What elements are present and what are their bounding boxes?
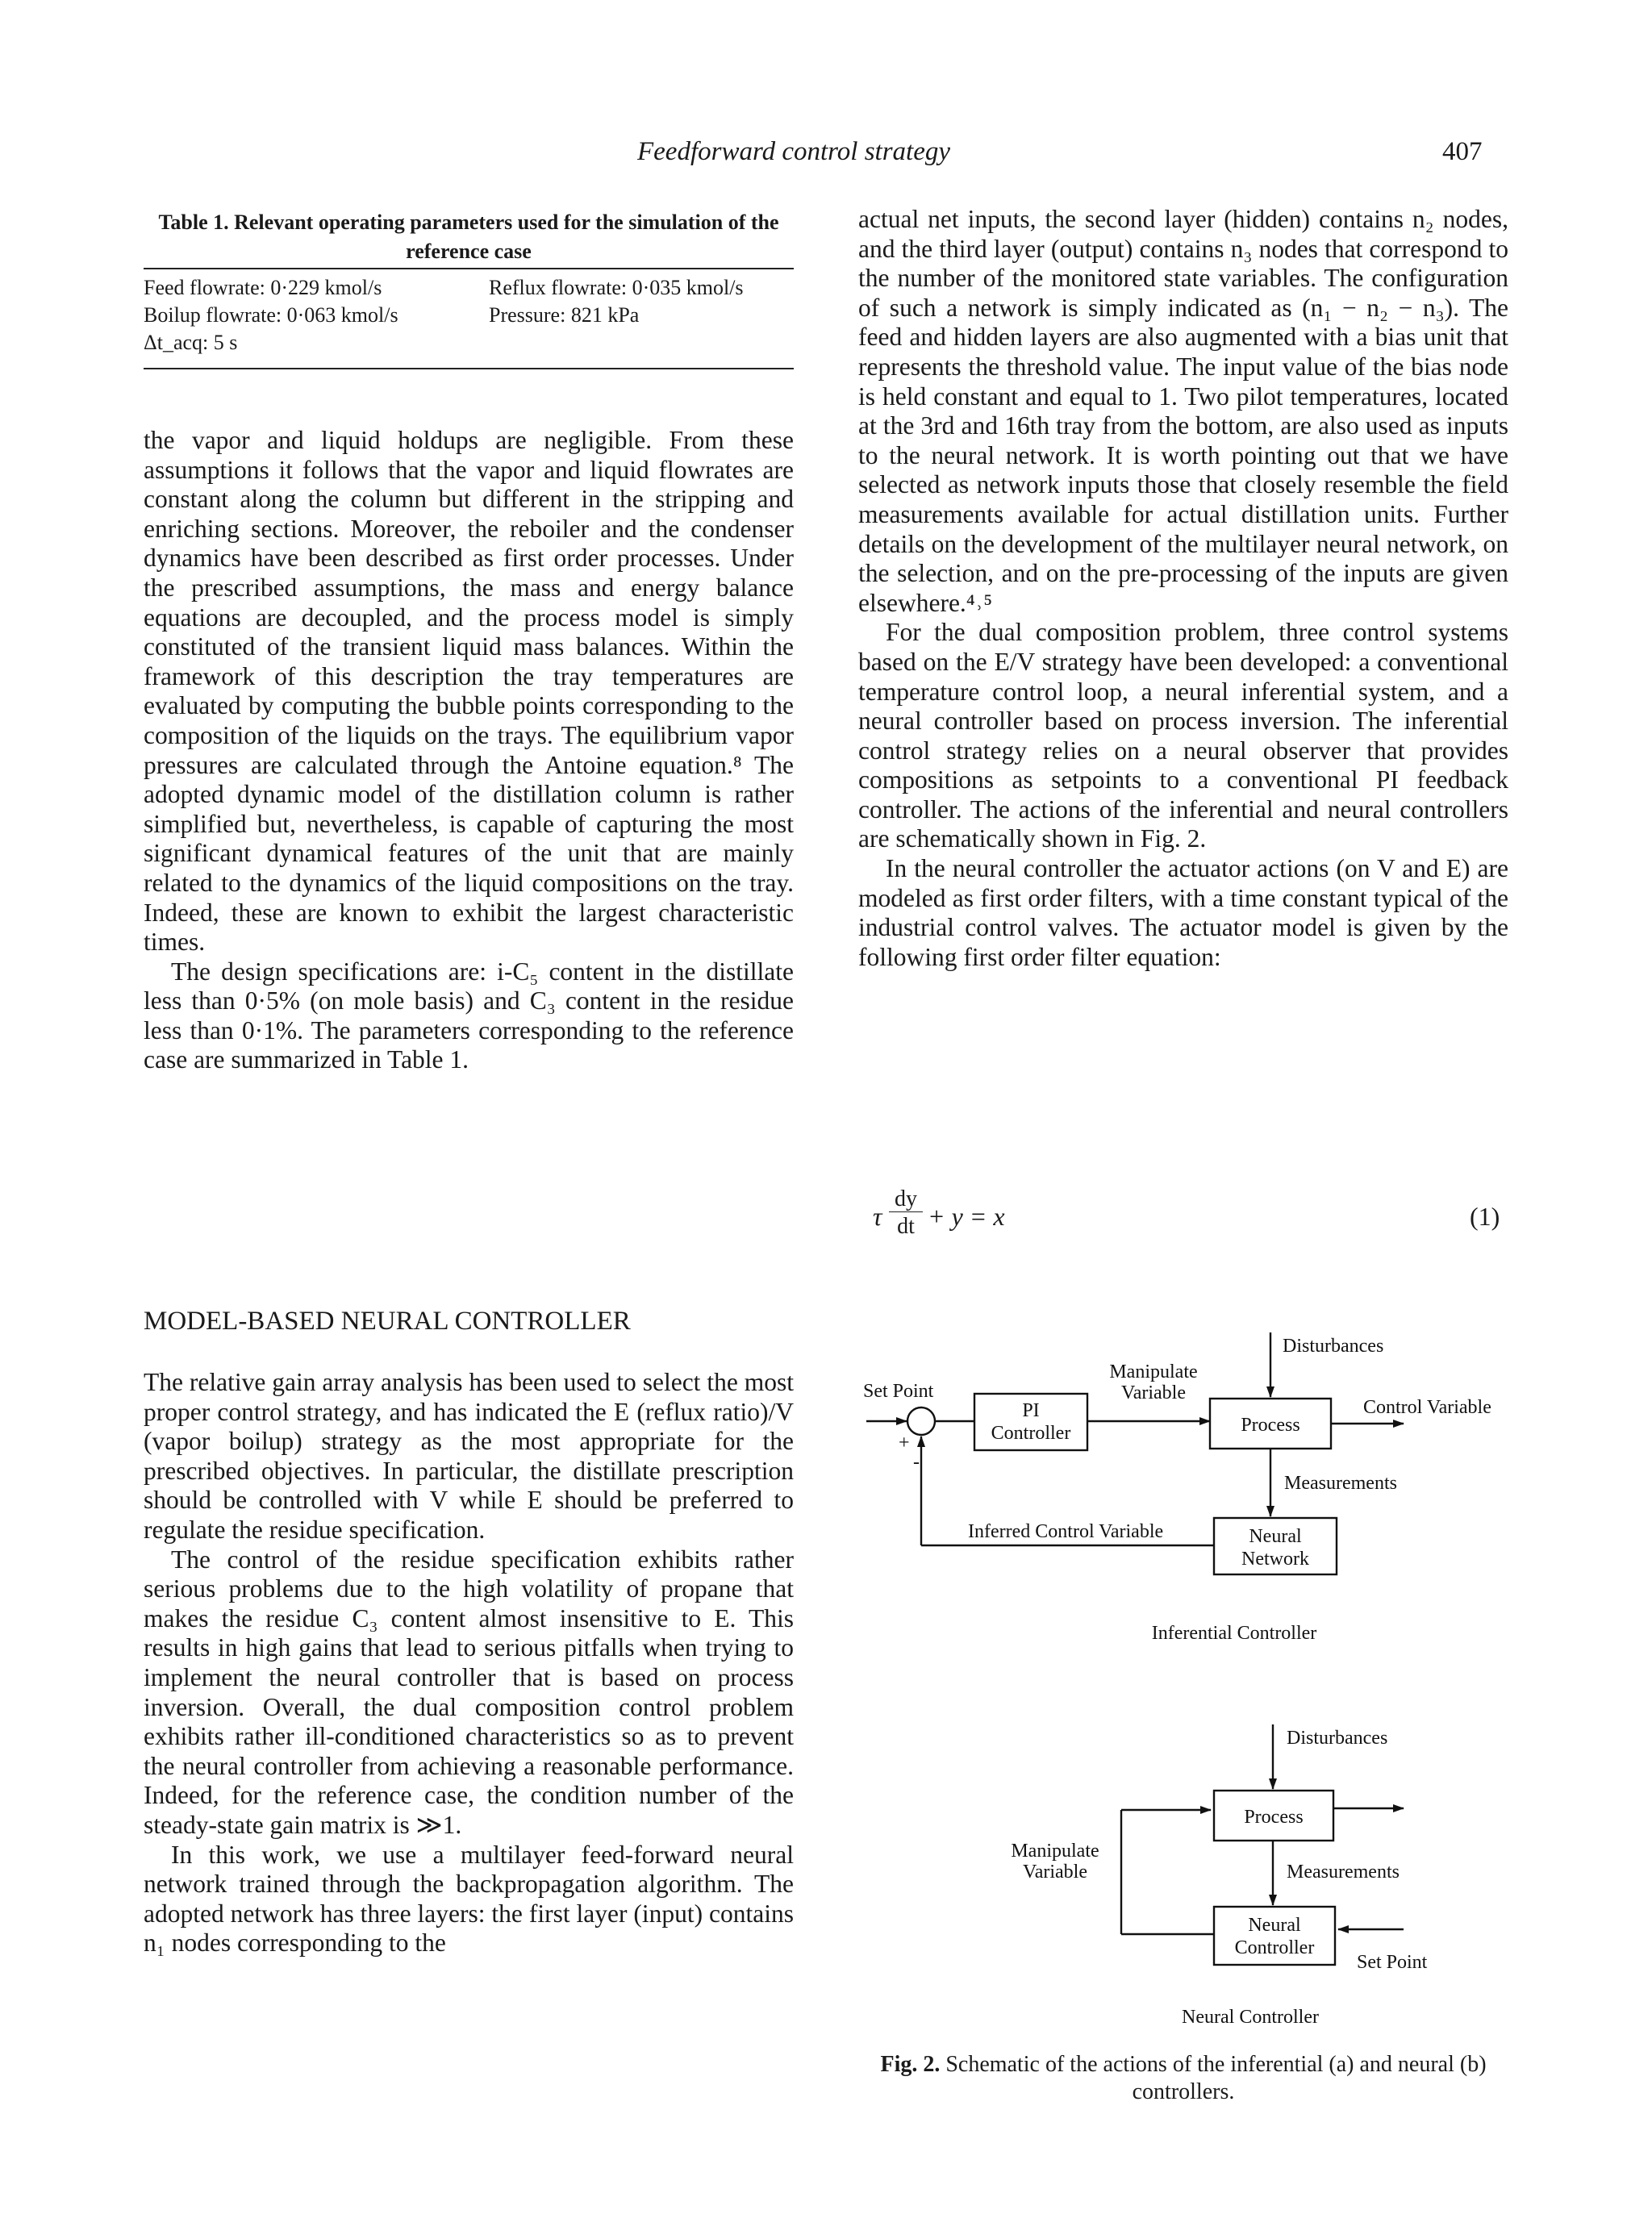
running-title: Feedforward control strategy <box>637 137 951 166</box>
table-cell: Δt_acq: 5 s <box>144 331 238 354</box>
equation-denominator: dt <box>897 1214 915 1239</box>
neural-network-label-2: Network <box>1241 1549 1309 1570</box>
paragraph: The design specifications are: i-C₅ content in the distillate less than 0·5% (on mole basis) and C₃ content in the residue less than 0·1%. The parameters corresponding to the reference case are summarized in Table 1. <box>144 957 794 1074</box>
measurements-label-b: Measurements <box>1287 1862 1400 1883</box>
paragraph: the vapor and liquid holdups are negligible. From these assumptions it follows that the vapor and liquid flowrates are constant along the column but different in the stripping and enriching sections. Moreover, the reboiler and the condenser dynamics have been described as first order processes. Under the prescribed assumptions, the mass and energy balance equations are decoupled, and the process model is simply constituted of the transient liquid mass balances. Within the framework of this description the tray temperatures are evaluated by computing the bubble points corresponding to the composition of the liquids on the trays. The equilibrium vapor pressures are calculated through the Antoine equation.⁸ The adopted dynamic model of the distillation column is rather simplified but, nevertheless, is capable of capturing the most significant dynamical features of the unit that are mainly related to the dynamics of the liquid compositions on the tray. Indeed, these are known to exhibit the largest characteristic times. <box>144 426 794 957</box>
pi-controller-label-2: Controller <box>991 1423 1071 1444</box>
figure-caption-label: Fig. 2. <box>880 2052 941 2077</box>
left-column-upper <box>144 426 794 1075</box>
table-cell: Boilup flowrate: 0·063 kmol/s <box>144 303 398 327</box>
table-cell: Reflux flowrate: 0·035 kmol/s <box>489 276 744 299</box>
manipulate-variable-label-b-2: Variable <box>1023 1862 1087 1883</box>
manipulate-variable-label-b-1: Manipulate <box>1011 1841 1099 1862</box>
equation-numerator: dy <box>889 1187 923 1212</box>
paragraph: For the dual composition problem, three control systems based on the E/V strategy have been developed: a conventional temperature control loop, a neural inferential system, and a neural controller based on process inversion. The inferential control strategy relies on a neural observer that provides compositions as setpoints to a conventional PI feedback controller. The actions of the inferential and neural controllers are schematically shown in Fig. 2. <box>858 618 1508 853</box>
manipulate-variable-label-1: Manipulate <box>1109 1361 1198 1382</box>
equation-1 <box>873 1187 1510 1244</box>
figure-caption-text: Schematic of the actions of the inferential (a) and neural (b) controllers. <box>945 2052 1487 2104</box>
sum-plus-sign: + <box>899 1432 910 1453</box>
inferred-control-variable-label: Inferred Control Variable <box>968 1521 1164 1542</box>
table-cell: Feed flowrate: 0·229 kmol/s <box>144 276 382 299</box>
section-heading: MODEL-BASED NEURAL CONTROLLER <box>144 1307 631 1336</box>
disturbances-label-b: Disturbances <box>1287 1728 1388 1749</box>
right-column <box>858 205 1508 972</box>
left-column-lower <box>144 1368 794 1958</box>
paragraph: In the neural controller the actuator actions (on V and E) are modeled as first order filters, with a time constant typical of the industrial control valves. The actuator model is given by the following first order filter equation: <box>858 854 1508 971</box>
table-top-rule <box>144 268 794 269</box>
equation-tau: τ <box>873 1202 882 1231</box>
table-cell: Pressure: 821 kPa <box>489 303 640 327</box>
pi-controller-label-1: PI <box>1022 1400 1040 1421</box>
neural-network-label-1: Neural <box>1249 1526 1302 1547</box>
set-point-label: Set Point <box>863 1381 934 1402</box>
equation-number: (1) <box>1470 1202 1500 1231</box>
process-block-label: Process <box>1241 1415 1300 1436</box>
sum-minus-sign: - <box>913 1452 920 1473</box>
figure-2-diagram <box>847 1315 1525 2049</box>
set-point-label-b: Set Point <box>1357 1952 1428 1973</box>
page-number: 407 <box>1442 137 1483 166</box>
figure-caption <box>858 2051 1508 2106</box>
paragraph: actual net inputs, the second layer (hidden) contains n₂ nodes, and the third layer (output) contains n₃ nodes that correspond to the number of the monitored state variables. The configuration of such a network is simply indicated as (n₁ − n₂ − n₃). The feed and hidden layers are also augmented with a bias unit that represents the threshold value. The input value of the bias node is held constant and equal to 1. Two pilot temperatures, located at the 3rd and 16th tray from the bottom, are also used as inputs to the neural network. It is worth pointing out that we have selected as network inputs those that closely resemble the field measurements available for actual distillation units. Further details on the development of the multilayer neural network, on the selection, and on the pre-processing of the inputs are given elsewhere.⁴˒⁵ <box>858 205 1508 617</box>
neural-controller-label-2: Controller <box>1234 1937 1315 1958</box>
table-bottom-rule <box>144 368 794 369</box>
table-caption: Table 1. Relevant operating parameters used for the simulation of the reference case <box>158 211 779 263</box>
manipulate-variable-label-2: Variable <box>1121 1382 1186 1403</box>
measurements-label: Measurements <box>1284 1473 1397 1494</box>
inferential-controller-title: Inferential Controller <box>1151 1623 1317 1644</box>
equation-rest: + y = x <box>928 1202 1005 1231</box>
paragraph: In this work, we use a multilayer feed-forward neural network trained through the backpropagation algorithm. The adopted network has three layers: the first layer (input) contains n₁ nodes corresponding to the <box>144 1840 794 1958</box>
neural-controller-label-1: Neural <box>1248 1915 1301 1936</box>
control-variable-label: Control Variable <box>1363 1397 1491 1418</box>
disturbances-label: Disturbances <box>1283 1336 1384 1357</box>
neural-controller-title: Neural Controller <box>1182 2007 1319 2028</box>
paragraph: The relative gain array analysis has been used to select the most proper control strategy, and has indicated the E (reflux ratio)/V (vapor boilup) strategy as the most appropriate for the prescribed objectives. In particular, the distillate prescription should be controlled with V while E should be preferred to regulate the residue specification. <box>144 1368 794 1544</box>
process-block-label-b: Process <box>1244 1807 1304 1828</box>
paragraph: The control of the residue specification exhibits rather serious problems due to the high volatility of propane that makes the residue C₃ content almost insensitive to E. This results in high gains that lead to serious pitfalls when trying to implement the neural controller that is based on process inversion. Overall, the dual composition control problem exhibits rather ill-conditioned characteristics so as to prevent the neural controller from achieving a reasonable performance. Indeed, for the reference case, the condition number of the steady-state gain matrix is ≫1. <box>144 1545 794 1839</box>
